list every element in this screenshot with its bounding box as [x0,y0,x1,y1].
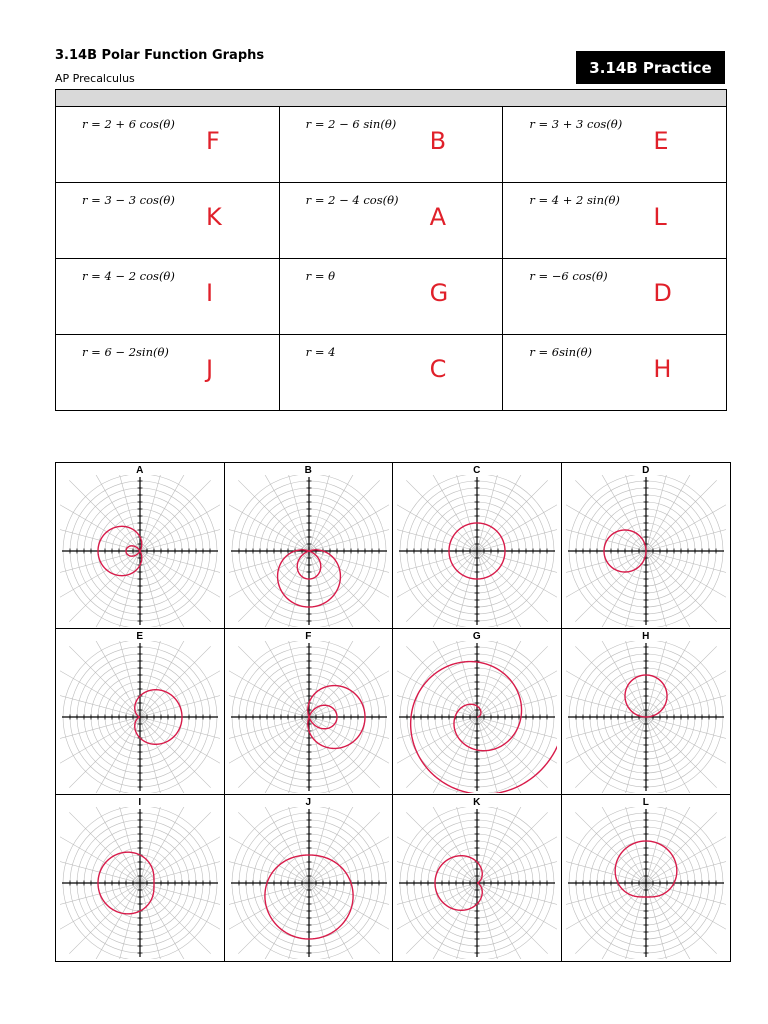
answer-letter: L [653,203,667,231]
polar-plot [566,641,726,793]
answer-letter: E [653,127,669,155]
answer-letter: F [206,127,220,155]
graph-label: H [642,631,650,642]
polar-plot [397,475,557,627]
answer-letter: D [653,279,672,307]
equation-row [56,258,726,334]
equation-cell [279,107,503,182]
equation-cell [279,259,503,334]
equation-text: r = 6 − 2sin(θ) [82,345,169,359]
graph-cell [393,629,562,795]
equation-row [56,107,726,182]
equation-cell [502,107,726,182]
equation-text: r = 4 [305,345,336,359]
equation-text: r = −6 cos(θ) [529,269,608,283]
practice-badge: 3.14B Practice [576,51,725,84]
equation-row [56,182,726,258]
graph-label: A [136,465,144,476]
equation-cell [279,183,503,258]
polar-plot [397,641,557,793]
equation-text: r = 2 − 6 sin(θ) [305,117,397,131]
polar-plot [566,475,726,627]
polar-plot [229,641,389,793]
graph-cell [393,463,562,629]
graph-cell [56,463,225,629]
answer-letter: I [206,279,214,307]
equation-text: r = 3 + 3 cos(θ) [529,117,623,131]
graph-cell [56,795,225,961]
equation-cell [56,183,279,258]
equation-table-header [56,90,726,107]
graph-cell [562,629,731,795]
graph-grid [55,462,731,962]
answer-letter: A [429,203,447,231]
equation-text: r = 2 + 6 cos(θ) [82,117,175,131]
graph-label: D [642,465,650,476]
graph-label: K [473,797,481,808]
graph-label: I [138,797,142,808]
graph-cell [225,463,394,629]
graph-cell [562,795,731,961]
graph-label: E [136,631,144,642]
equation-cell [502,259,726,334]
graph-cell [225,795,394,961]
polar-plot [60,641,220,793]
graph-label: F [305,631,312,642]
equation-row [56,334,726,410]
answer-letter: C [429,355,447,383]
equation-cell [56,259,279,334]
polar-plot [229,475,389,627]
polar-plot [397,807,557,959]
graph-cell [393,795,562,961]
equation-table [55,89,727,411]
graph-label: J [305,797,312,808]
answer-letter: G [429,279,449,307]
graph-label: G [472,631,481,642]
graph-cell [225,629,394,795]
page-title: 3.14B Polar Function Graphs [55,48,265,63]
equation-cell [56,335,279,410]
graph-label: B [304,465,312,476]
equation-text: r = 6sin(θ) [529,345,592,359]
answer-letter: J [206,355,214,383]
equation-cell [56,107,279,182]
course-subtitle: AP Precalculus [55,72,135,85]
equation-text: r = 3 − 3 cos(θ) [82,193,175,207]
graph-label: C [473,465,481,476]
graph-label: L [642,797,649,808]
polar-plot [566,807,726,959]
graph-cell [56,629,225,795]
equation-text: r = 4 − 2 cos(θ) [82,269,175,283]
answer-letter: B [429,127,447,155]
equation-cell [502,183,726,258]
answer-letter: H [653,355,672,383]
polar-plot [60,807,220,959]
polar-plot [229,807,389,959]
equation-text: r = 2 − 4 cos(θ) [305,193,399,207]
answer-letter: K [206,203,222,231]
equation-cell [279,335,503,410]
equation-text: r = θ [305,269,336,283]
polar-curve [411,662,557,793]
graph-cell [562,463,731,629]
equation-cell [502,335,726,410]
equation-text: r = 4 + 2 sin(θ) [529,193,620,207]
polar-plot [60,475,220,627]
